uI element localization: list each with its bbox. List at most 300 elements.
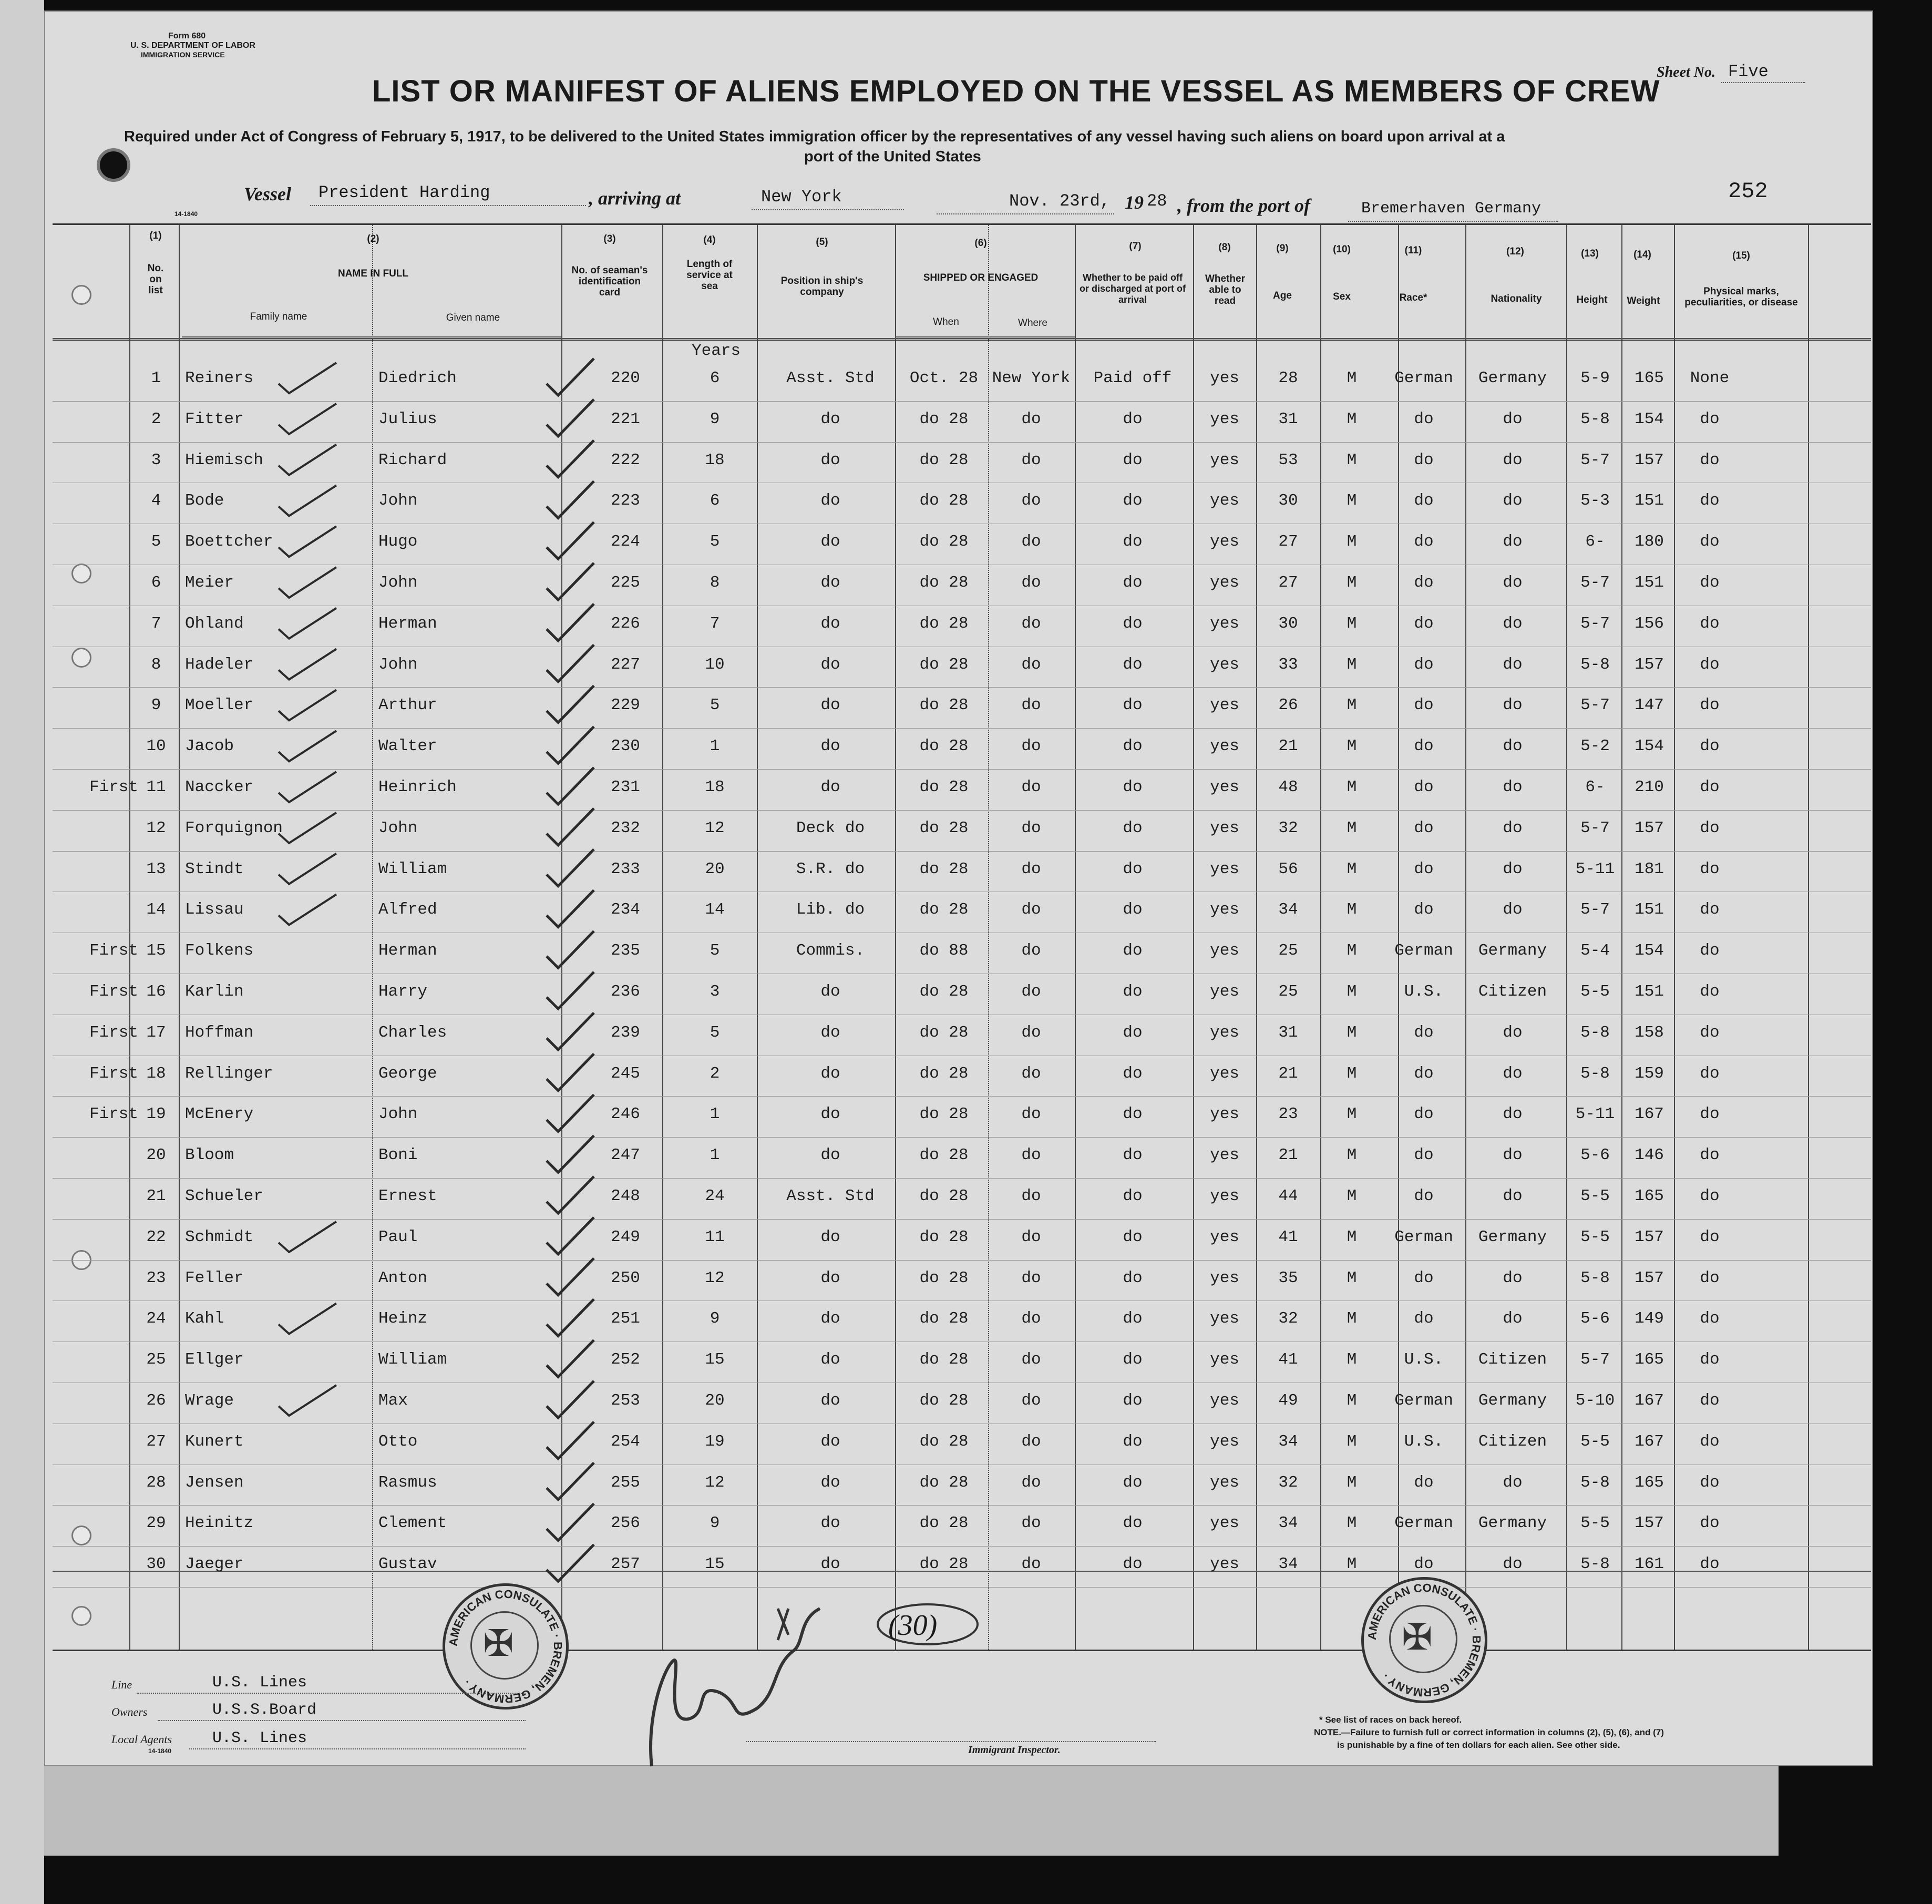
cell-service: 5 xyxy=(710,1023,720,1042)
cell-paid: do xyxy=(1123,818,1143,837)
cell-height: 5-6 xyxy=(1580,1146,1610,1165)
departure-port: Bremerhaven Germany xyxy=(1361,200,1542,218)
cell-sex: M xyxy=(1347,1391,1357,1410)
cell-no: 12 xyxy=(146,818,166,837)
cell-when: do 28 xyxy=(919,574,969,592)
cell-marks: do xyxy=(1700,818,1720,837)
cell-marks: do xyxy=(1700,737,1720,756)
cell-where: do xyxy=(1021,410,1041,428)
cell-given: Richard xyxy=(378,451,447,469)
col2-family: Family name xyxy=(250,311,307,322)
col2-given: Given name xyxy=(446,312,500,323)
cell-age: 26 xyxy=(1278,696,1298,715)
col1-label: No. on list xyxy=(147,263,164,296)
cell-paid: do xyxy=(1123,1105,1143,1124)
cell-given: Heinz xyxy=(378,1309,428,1328)
checkmark-icon xyxy=(279,772,336,802)
cell-marks: do xyxy=(1700,1146,1720,1165)
cell-nationality: do xyxy=(1503,1473,1523,1492)
cell-read: yes xyxy=(1210,410,1239,428)
cell-where: do xyxy=(1021,778,1041,796)
cell-nationality: do xyxy=(1503,533,1523,551)
cell-no: 18 xyxy=(146,1064,166,1083)
cell-service: 2 xyxy=(710,1064,720,1083)
cell-service: 11 xyxy=(705,1227,725,1246)
checkmark-icon xyxy=(279,445,336,475)
cell-family: Kunert xyxy=(185,1432,244,1451)
cell-weight: 161 xyxy=(1635,1555,1664,1574)
cell-where: do xyxy=(1021,1187,1041,1205)
col6-label: SHIPPED OR ENGAGED xyxy=(923,272,1039,283)
cell-card: 236 xyxy=(611,982,640,1001)
cell-position: Asst. Std xyxy=(786,369,875,387)
checkmark-icon xyxy=(547,1503,594,1540)
checkmark-icon xyxy=(279,404,336,434)
cell-given: Diedrich xyxy=(378,369,457,387)
cell-card: 221 xyxy=(611,410,640,428)
cell-age: 30 xyxy=(1278,492,1298,510)
checkmark-icon xyxy=(547,767,594,804)
cell-service: 9 xyxy=(710,1514,720,1533)
cell-sex: M xyxy=(1347,574,1357,592)
cell-no: 21 xyxy=(146,1187,166,1205)
cell-race: do xyxy=(1414,410,1434,428)
cell-paid: do xyxy=(1123,574,1143,592)
cell-marks: do xyxy=(1700,859,1720,878)
cell-service: 12 xyxy=(705,1268,725,1287)
cell-given: Harry xyxy=(378,982,428,1001)
cell-paid: do xyxy=(1123,737,1143,756)
cell-where: do xyxy=(1021,941,1041,960)
cell-height: 5-5 xyxy=(1580,1187,1610,1205)
cell-card: 249 xyxy=(611,1227,640,1246)
cell-service: 10 xyxy=(705,655,725,674)
cell-race: do xyxy=(1414,492,1434,510)
cell-card: 229 xyxy=(611,696,640,715)
cell-age: 21 xyxy=(1278,737,1298,756)
cell-weight: 181 xyxy=(1635,859,1664,878)
cell-when: do 28 xyxy=(919,1268,969,1287)
cell-card: 245 xyxy=(611,1064,640,1083)
cell-where: do xyxy=(1021,1309,1041,1328)
checkmark-icon xyxy=(279,526,336,557)
cell-no: 10 xyxy=(146,737,166,756)
cell-marks: do xyxy=(1700,696,1720,715)
cell-family: Folkens xyxy=(185,941,254,960)
cell-paid: do xyxy=(1123,1473,1143,1492)
cell-weight: 147 xyxy=(1635,696,1664,715)
cell-age: 34 xyxy=(1278,1432,1298,1451)
col8-label: Whether able to read xyxy=(1205,273,1245,306)
cell-sex: M xyxy=(1347,614,1357,633)
cell-when: do 28 xyxy=(919,1146,969,1165)
cell-service: 15 xyxy=(705,1555,725,1574)
cell-position: do xyxy=(820,982,840,1001)
service: IMMIGRATION SERVICE xyxy=(141,50,225,59)
cell-family: Moeller xyxy=(185,696,254,715)
cell-read: yes xyxy=(1210,1023,1239,1042)
cell-marks: do xyxy=(1700,655,1720,674)
cell-read: yes xyxy=(1210,1187,1239,1205)
cell-race: do xyxy=(1414,1023,1434,1042)
cell-card: 255 xyxy=(611,1473,640,1492)
cell-weight: 210 xyxy=(1635,778,1664,796)
cell-where: do xyxy=(1021,1391,1041,1410)
checkmark-icon xyxy=(547,1381,594,1418)
cell-race: do xyxy=(1414,451,1434,469)
col3-num: (3) xyxy=(603,233,616,244)
cell-when: do 28 xyxy=(919,1514,969,1533)
cell-marks: do xyxy=(1700,1105,1720,1124)
cell-no: 16 xyxy=(146,982,166,1001)
cell-read: yes xyxy=(1210,492,1239,510)
cell-age: 30 xyxy=(1278,614,1298,633)
cell-race: do xyxy=(1414,818,1434,837)
cell-family: Jensen xyxy=(185,1473,244,1492)
checkmark-icon xyxy=(547,849,594,886)
cell-marks: do xyxy=(1700,1350,1720,1369)
col2-label: NAME IN FULL xyxy=(337,268,409,279)
inspector-signature xyxy=(631,1588,862,1787)
cell-age: 49 xyxy=(1278,1391,1298,1410)
svg-text:AMERICAN CONSULATE · BREMEN, G: AMERICAN CONSULATE · BREMEN, GERMANY · xyxy=(446,1587,565,1706)
cell-age: 41 xyxy=(1278,1227,1298,1246)
checkmark-icon xyxy=(547,726,594,763)
cell-race: do xyxy=(1414,1555,1434,1574)
checkmark-icon xyxy=(279,608,336,639)
cell-sex: M xyxy=(1347,1514,1357,1533)
form-number: Form 680 xyxy=(168,32,206,40)
col2-num: (2) xyxy=(367,233,379,244)
checkmark-icon xyxy=(279,690,336,720)
checkmark-icon xyxy=(547,931,594,968)
cell-service: 19 xyxy=(705,1432,725,1451)
cell-no: 5 xyxy=(151,533,161,551)
cell-nationality: Citizen xyxy=(1478,982,1547,1001)
cell-age: 31 xyxy=(1278,1023,1298,1042)
cell-where: do xyxy=(1021,574,1041,592)
cell-position: do xyxy=(820,655,840,674)
cell-sex: M xyxy=(1347,1023,1357,1042)
cell-read: yes xyxy=(1210,1227,1239,1246)
cell-note: First xyxy=(89,1105,139,1124)
cell-no: 17 xyxy=(146,1023,166,1042)
cell-sex: M xyxy=(1347,1146,1357,1165)
cell-age: 27 xyxy=(1278,574,1298,592)
cell-nationality: do xyxy=(1503,410,1523,428)
cell-given: Max xyxy=(378,1391,408,1410)
cell-no: 26 xyxy=(146,1391,166,1410)
cell-paid: do xyxy=(1123,859,1143,878)
cell-service: 20 xyxy=(705,859,725,878)
arriving-label: , arriving at xyxy=(589,188,681,209)
cell-weight: 151 xyxy=(1635,574,1664,592)
cell-marks: do xyxy=(1700,1432,1720,1451)
cell-weight: 167 xyxy=(1635,1432,1664,1451)
cell-race: do xyxy=(1414,1268,1434,1287)
cell-nationality: do xyxy=(1503,614,1523,633)
cell-given: Heinrich xyxy=(378,778,457,796)
cell-family: Jaeger xyxy=(185,1555,244,1574)
cell-card: 250 xyxy=(611,1268,640,1287)
cell-card: 235 xyxy=(611,941,640,960)
cell-position: do xyxy=(820,1473,840,1492)
cell-weight: 165 xyxy=(1635,369,1664,387)
cell-card: 222 xyxy=(611,451,640,469)
small-code: 14-1840 xyxy=(174,210,198,218)
cell-paid: do xyxy=(1123,900,1143,919)
cell-age: 21 xyxy=(1278,1064,1298,1083)
cell-paid: do xyxy=(1123,1391,1143,1410)
cell-when: do 28 xyxy=(919,1227,969,1246)
cell-read: yes xyxy=(1210,655,1239,674)
cell-family: Ellger xyxy=(185,1350,244,1369)
line-dots xyxy=(137,1693,526,1694)
checkmark-icon xyxy=(547,1258,594,1295)
cell-when: do 28 xyxy=(919,1309,969,1328)
cell-nationality: do xyxy=(1503,696,1523,715)
cell-nationality: do xyxy=(1503,1146,1523,1165)
cell-service: 18 xyxy=(705,451,725,469)
cell-race: do xyxy=(1414,533,1434,551)
cell-when: do 28 xyxy=(919,1187,969,1205)
cell-card: 224 xyxy=(611,533,640,551)
cell-given: John xyxy=(378,492,418,510)
eagle-icon: ✠ xyxy=(483,1624,514,1664)
cell-weight: 146 xyxy=(1635,1146,1664,1165)
cell-paid: do xyxy=(1123,1268,1143,1287)
inspector-line xyxy=(746,1741,1156,1742)
cell-nationality: Citizen xyxy=(1478,1432,1547,1451)
cell-race: do xyxy=(1414,859,1434,878)
cell-given: William xyxy=(378,1350,447,1369)
cell-read: yes xyxy=(1210,1514,1239,1533)
checkmark-icon xyxy=(547,1340,594,1377)
cell-given: Charles xyxy=(378,1023,447,1042)
cell-race: U.S. xyxy=(1404,1350,1444,1369)
col12-label: Nationality xyxy=(1491,293,1542,304)
cell-family: Reiners xyxy=(185,369,254,387)
cell-weight: 167 xyxy=(1635,1105,1664,1124)
cell-height: 5-8 xyxy=(1580,1555,1610,1574)
cell-position: Commis. xyxy=(796,941,865,960)
cell-marks: do xyxy=(1700,900,1720,919)
col10-num: (10) xyxy=(1333,244,1351,255)
cell-race: German xyxy=(1394,1514,1453,1533)
cell-nationality: do xyxy=(1503,1187,1523,1205)
cell-nationality: do xyxy=(1503,1105,1523,1124)
col3-label: No. of seaman's identification card xyxy=(571,265,648,298)
vessel-name: President Harding xyxy=(318,183,490,202)
checkmark-icon xyxy=(279,731,336,761)
cell-service: 3 xyxy=(710,982,720,1001)
cell-height: 5-7 xyxy=(1580,614,1610,633)
cell-card: 251 xyxy=(611,1309,640,1328)
cell-age: 34 xyxy=(1278,900,1298,919)
col5-num: (5) xyxy=(816,237,828,248)
cell-race: do xyxy=(1414,778,1434,796)
cell-weight: 167 xyxy=(1635,1391,1664,1410)
svg-text:AMERICAN CONSULATE · BREMEN, G: AMERICAN CONSULATE · BREMEN, GERMANY · xyxy=(1365,1581,1484,1700)
cell-no: 28 xyxy=(146,1473,166,1492)
department: U. S. DEPARTMENT OF LABOR xyxy=(130,41,255,50)
cell-height: 5-5 xyxy=(1580,1514,1610,1533)
cell-height: 5-7 xyxy=(1580,1350,1610,1369)
cell-no: 13 xyxy=(146,859,166,878)
checkmark-icon xyxy=(547,359,594,395)
checkmark-icon xyxy=(547,1544,594,1581)
agents-value: U.S. Lines xyxy=(212,1729,307,1747)
cell-service: 12 xyxy=(705,1473,725,1492)
cell-position: do xyxy=(820,1555,840,1574)
cell-no: 30 xyxy=(146,1555,166,1574)
sheet-number: Five xyxy=(1728,62,1769,81)
cell-note: First xyxy=(89,1064,139,1083)
cell-weight: 180 xyxy=(1635,533,1664,551)
cell-where: do xyxy=(1021,614,1041,633)
cell-position: do xyxy=(820,1023,840,1042)
cell-where: do xyxy=(1021,859,1041,878)
cell-sex: M xyxy=(1347,1064,1357,1083)
cell-position: do xyxy=(820,1432,840,1451)
cell-given: Otto xyxy=(378,1432,418,1451)
cell-paid: do xyxy=(1123,1432,1143,1451)
cell-sex: M xyxy=(1347,1350,1357,1369)
cell-read: yes xyxy=(1210,1350,1239,1369)
cell-read: yes xyxy=(1210,1105,1239,1124)
note-races: * See list of races on back hereof. xyxy=(1319,1715,1462,1725)
checkmark-icon xyxy=(547,1422,594,1459)
cell-sex: M xyxy=(1347,1268,1357,1287)
cell-service: 9 xyxy=(710,1309,720,1328)
cell-card: 231 xyxy=(611,778,640,796)
cell-sex: M xyxy=(1347,492,1357,510)
cell-where: do xyxy=(1021,492,1041,510)
cell-age: 23 xyxy=(1278,1105,1298,1124)
cell-race: do xyxy=(1414,1105,1434,1124)
cell-sex: M xyxy=(1347,818,1357,837)
col6-num: (6) xyxy=(974,238,987,249)
cell-note: First xyxy=(89,1023,139,1042)
cell-marks: do xyxy=(1700,1514,1720,1533)
line-value: U.S. Lines xyxy=(212,1674,307,1692)
cell-no: 6 xyxy=(151,574,161,592)
checkmark-icon xyxy=(279,363,336,393)
cell-card: 253 xyxy=(611,1391,640,1410)
cell-marks: do xyxy=(1700,533,1720,551)
cell-no: 2 xyxy=(151,410,161,428)
cell-note: First xyxy=(89,941,139,960)
cell-no: 14 xyxy=(146,900,166,919)
cell-card: 233 xyxy=(611,859,640,878)
cell-card: 239 xyxy=(611,1023,640,1042)
cell-note: First xyxy=(89,982,139,1001)
cell-paid: do xyxy=(1123,451,1143,469)
cell-read: yes xyxy=(1210,1309,1239,1328)
cell-sex: M xyxy=(1347,1555,1357,1574)
cell-service: 6 xyxy=(710,492,720,510)
cell-weight: 165 xyxy=(1635,1187,1664,1205)
cell-height: 5-7 xyxy=(1580,696,1610,715)
cell-read: yes xyxy=(1210,574,1239,592)
cell-height: 5-4 xyxy=(1580,941,1610,960)
cell-read: yes xyxy=(1210,1432,1239,1451)
col7-num: (7) xyxy=(1129,241,1142,252)
cell-weight: 151 xyxy=(1635,982,1664,1001)
cell-read: yes xyxy=(1210,1268,1239,1287)
cell-given: Gustav xyxy=(378,1555,437,1574)
cell-given: Anton xyxy=(378,1268,428,1287)
cell-weight: 149 xyxy=(1635,1309,1664,1328)
note-penalty-2: is punishable by a fine of ten dollars for each alien. See other side. xyxy=(1337,1740,1620,1750)
checkmark-icon xyxy=(547,522,594,559)
cell-where: do xyxy=(1021,1064,1041,1083)
checkmark-icon xyxy=(547,1013,594,1050)
cell-when: do 28 xyxy=(919,900,969,919)
vessel-label: Vessel xyxy=(244,183,291,204)
cell-age: 28 xyxy=(1278,369,1298,387)
cell-weight: 157 xyxy=(1635,818,1664,837)
cell-service: 8 xyxy=(710,574,720,592)
subtitle-line-2: port of the United States xyxy=(804,148,981,165)
sheet-label: Sheet No. xyxy=(1657,64,1715,80)
cell-marks: do xyxy=(1700,1187,1720,1205)
cell-nationality: do xyxy=(1503,1023,1523,1042)
cell-nationality: Germany xyxy=(1478,941,1547,960)
cell-when: do 28 xyxy=(919,614,969,633)
cell-given: Paul xyxy=(378,1227,418,1246)
checkmark-icon xyxy=(279,813,336,843)
cell-weight: 157 xyxy=(1635,655,1664,674)
cell-no: 29 xyxy=(146,1514,166,1533)
cell-card: 256 xyxy=(611,1514,640,1533)
cell-age: 32 xyxy=(1278,818,1298,837)
cell-when: do 28 xyxy=(919,818,969,837)
cell-marks: do xyxy=(1700,1064,1720,1083)
cell-sex: M xyxy=(1347,1187,1357,1205)
cell-race: do xyxy=(1414,1309,1434,1328)
cell-sex: M xyxy=(1347,778,1357,796)
cell-when: do 28 xyxy=(919,737,969,756)
cell-nationality: do xyxy=(1503,1555,1523,1574)
cell-where: do xyxy=(1021,1473,1041,1492)
cell-race: do xyxy=(1414,900,1434,919)
cell-race: German xyxy=(1394,369,1453,387)
checkmark-icon xyxy=(279,1222,336,1252)
cell-family: Jacob xyxy=(185,737,234,756)
cell-age: 53 xyxy=(1278,451,1298,469)
cell-no: 22 xyxy=(146,1227,166,1246)
cell-age: 27 xyxy=(1278,533,1298,551)
col9-label: Age xyxy=(1273,290,1292,301)
cell-paid: do xyxy=(1123,1227,1143,1246)
cell-given: Clement xyxy=(378,1514,447,1533)
cell-position: do xyxy=(820,1309,840,1328)
cell-position: do xyxy=(820,1514,840,1533)
cell-height: 5-8 xyxy=(1580,1268,1610,1287)
cell-service: 5 xyxy=(710,696,720,715)
cell-where: New York xyxy=(992,369,1071,387)
cell-nationality: do xyxy=(1503,778,1523,796)
cell-no: 20 xyxy=(146,1146,166,1165)
cell-position: do xyxy=(820,737,840,756)
cell-read: yes xyxy=(1210,614,1239,633)
cell-card: 226 xyxy=(611,614,640,633)
cell-weight: 159 xyxy=(1635,1064,1664,1083)
cell-race: do xyxy=(1414,1146,1434,1165)
checkmark-icon xyxy=(279,485,336,516)
cell-marks: do xyxy=(1700,1227,1720,1246)
